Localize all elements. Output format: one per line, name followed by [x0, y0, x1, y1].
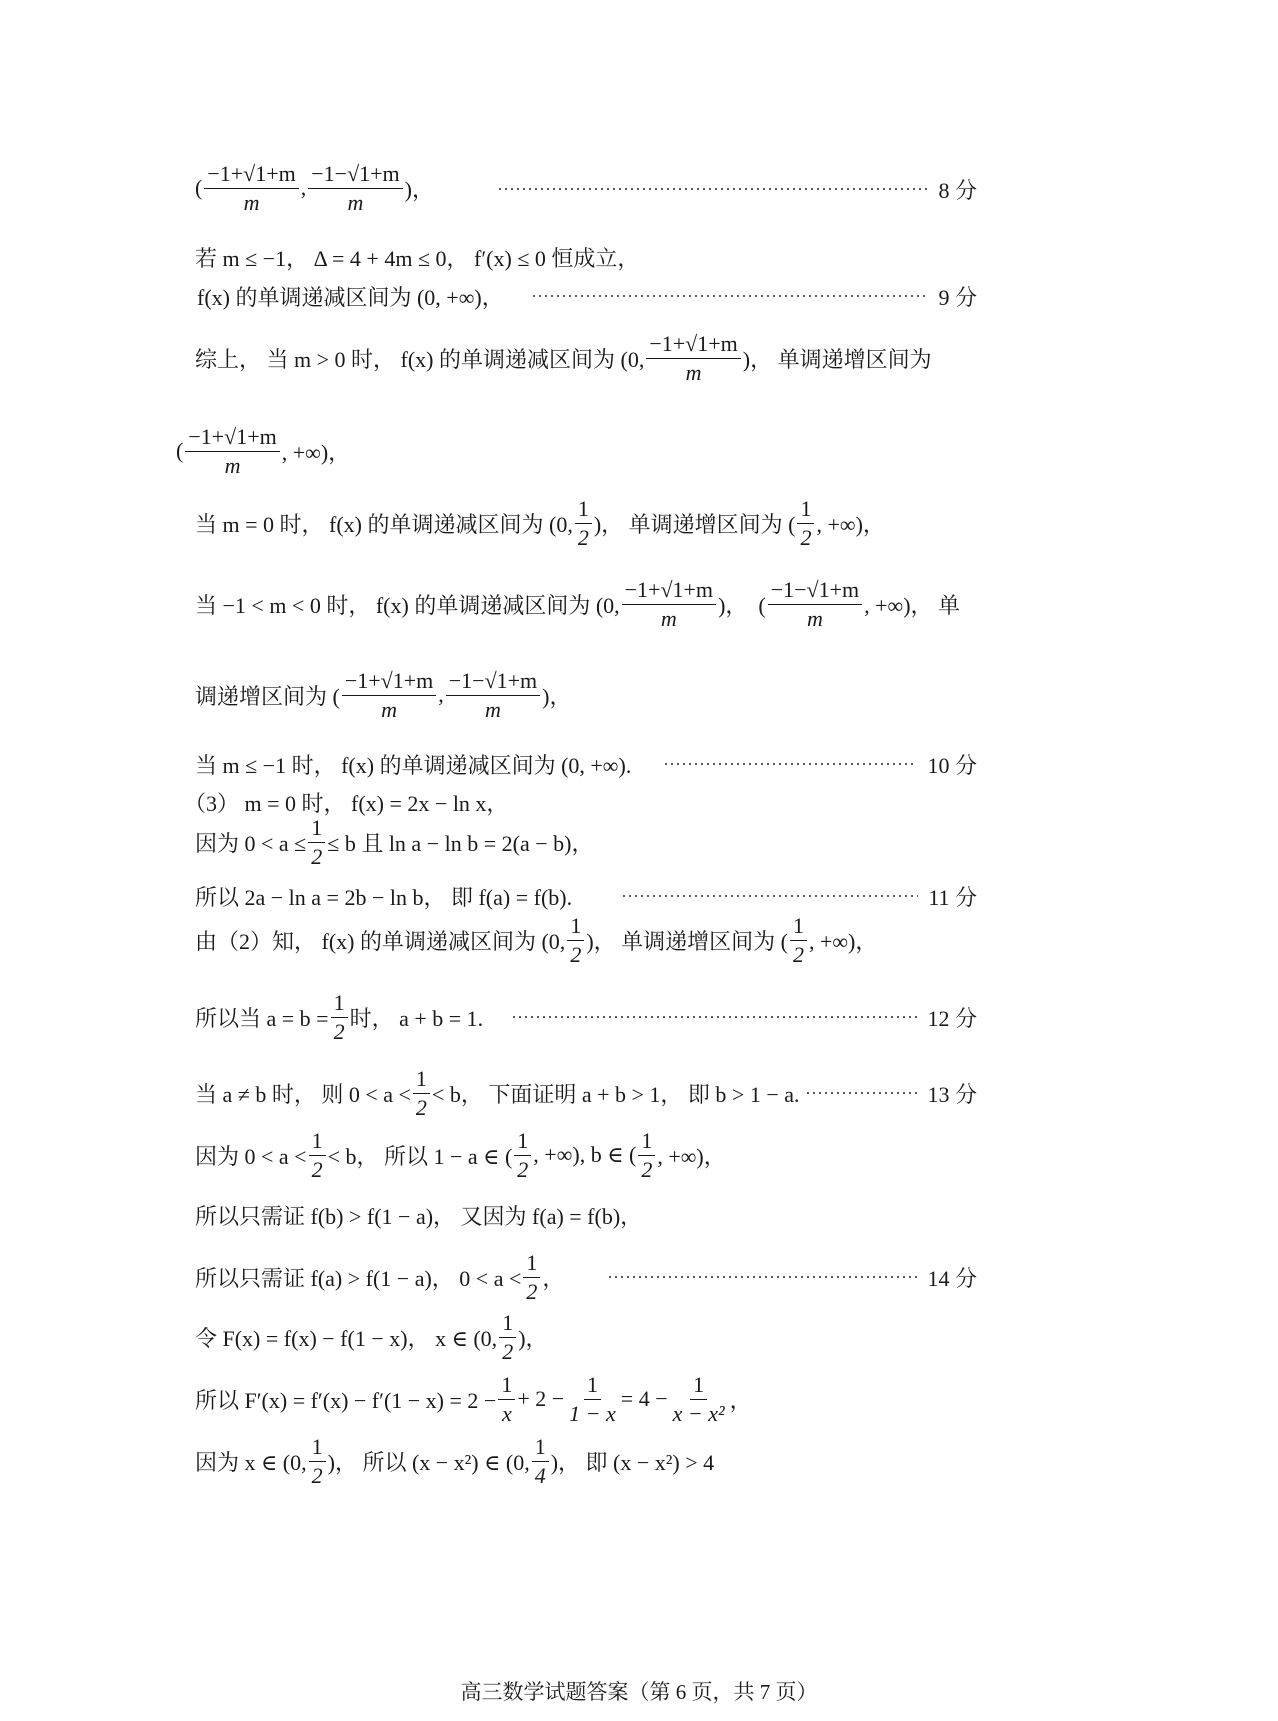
- dot-leader: [663, 763, 917, 765]
- text-run: 所以只需证 f(b) > f(1 − a)， 又因为 f(a) = f(b)，: [195, 1203, 643, 1229]
- fraction-denominator: 2: [526, 1278, 538, 1304]
- fraction-denominator: 2: [577, 524, 589, 550]
- dot-leader: [497, 188, 928, 190]
- text-run: )， (: [718, 592, 766, 618]
- score-label: 10 分: [927, 752, 977, 778]
- text-run: , +∞), b ∈ (: [533, 1142, 637, 1167]
- fraction-denominator: m: [485, 696, 501, 722]
- fraction: [185, 425, 279, 476]
- line-7: [195, 564, 960, 644]
- text-run: 综上， 当 m > 0 时， f(x) 的单调递减区间为 (0,: [195, 346, 645, 372]
- text-run: ≤ b 且 ln a − ln b = 2(a − b)，: [327, 830, 594, 856]
- text-run: < b， 下面证明 a + b > 1， 即 b > 1 − a.: [431, 1081, 800, 1107]
- fraction: [309, 1129, 326, 1180]
- score-marker-8: [497, 173, 977, 205]
- text-run: , +∞)，: [657, 1143, 726, 1169]
- text-run: )， 单调递增区间为: [742, 346, 932, 372]
- fraction: [622, 578, 716, 629]
- text-run: 因为 x ∈ (0,: [195, 1449, 307, 1475]
- fraction-denominator: 2: [792, 941, 804, 967]
- dot-leader: [621, 895, 918, 897]
- text-run: , +∞)， 单: [864, 592, 961, 618]
- text-run: f(x) 的单调递减区间为 (0, +∞)，: [197, 284, 504, 310]
- fraction-denominator: m: [243, 189, 260, 215]
- fraction: [567, 914, 584, 965]
- fraction-denominator: m: [381, 696, 397, 722]
- line-21: [195, 1421, 714, 1501]
- fraction-denominator: 2: [415, 1094, 427, 1120]
- fraction: [790, 914, 807, 965]
- fraction-denominator: 2: [333, 1018, 345, 1044]
- fraction: [499, 1311, 516, 1362]
- fraction-numerator: −1+√1+m: [622, 578, 716, 604]
- text-run: 时， a + b = 1.: [349, 1005, 484, 1031]
- line-5: [176, 411, 350, 491]
- fraction: [670, 1373, 728, 1424]
- dot-leader: [511, 1016, 917, 1018]
- fraction-denominator: m: [806, 605, 823, 631]
- text-run: (: [195, 175, 203, 200]
- text-run: < b， 所以 1 − a ∈ (: [327, 1143, 513, 1169]
- text-run: 当 m ≤ −1 时， f(x) 的单调递减区间为 (0, +∞).: [195, 752, 632, 778]
- fraction-numerator: 1: [790, 914, 807, 940]
- dot-leader: [531, 295, 928, 297]
- fraction-numerator: 1: [331, 991, 348, 1017]
- fraction-numerator: 1: [567, 914, 584, 940]
- text-run: 调递增区间为 (: [195, 683, 340, 709]
- text-run: ,: [300, 175, 307, 200]
- score-label: 8 分: [938, 177, 977, 203]
- fraction-denominator: 1 − x: [569, 1400, 616, 1426]
- line-4: [195, 318, 932, 398]
- fraction-numerator: 1: [690, 1373, 707, 1399]
- fraction: [523, 1251, 540, 1302]
- score-marker-11: [621, 880, 977, 912]
- fraction: [638, 1129, 655, 1180]
- fraction: [797, 497, 814, 548]
- fraction-numerator: 1: [514, 1129, 531, 1155]
- fraction-denominator: 4: [534, 1462, 546, 1488]
- score-label: 11 分: [928, 884, 977, 910]
- text-run: 当 m = 0 时， f(x) 的单调递减区间为 (0,: [195, 511, 573, 537]
- fraction-numerator: 1: [638, 1129, 655, 1155]
- fraction: [413, 1067, 430, 1118]
- fraction: [566, 1373, 619, 1424]
- score-marker-10: [663, 748, 977, 780]
- text-run: 若 m ≤ −1， Δ = 4 + 4m ≤ 0， f′(x) ≤ 0 恒成立，: [195, 245, 640, 271]
- text-run: 因为 0 < a <: [195, 1143, 307, 1169]
- text-run: = 4 −: [620, 1386, 668, 1411]
- text-run: )， 所以 (x − x²) ∈ (0,: [327, 1449, 530, 1475]
- text-run: + 2 −: [517, 1386, 565, 1411]
- line-14: [195, 977, 483, 1057]
- score-marker-13: [805, 1077, 977, 1109]
- text-run: 当 −1 < m < 0 时， f(x) 的单调递减区间为 (0,: [195, 592, 620, 618]
- text-run: ，: [729, 1387, 752, 1413]
- fraction-numerator: −1+√1+m: [646, 332, 740, 358]
- text-run: 所以 2a − ln a = 2b − ln b， 即 f(a) = f(b).: [195, 884, 573, 910]
- fraction: [331, 991, 348, 1042]
- text-run: )， 单调递增区间为 (: [586, 928, 788, 954]
- fraction-denominator: x: [501, 1400, 512, 1426]
- line-13: [195, 900, 877, 980]
- fraction-denominator: m: [347, 189, 364, 215]
- fraction-numerator: 1: [498, 1373, 515, 1399]
- fraction-numerator: −1−√1+m: [446, 669, 540, 695]
- text-run: 所以只需证 f(a) > f(1 − a)， 0 < a <: [195, 1265, 522, 1291]
- fraction-denominator: 2: [641, 1156, 653, 1182]
- fraction-numerator: 1: [499, 1311, 516, 1337]
- fraction-denominator: 2: [502, 1338, 514, 1364]
- fraction: [498, 1373, 515, 1424]
- text-run: )，: [404, 176, 434, 202]
- fraction-numerator: −1+√1+m: [204, 162, 298, 188]
- fraction-numerator: 1: [532, 1435, 549, 1461]
- dot-leader: [805, 1092, 917, 1094]
- fraction: [514, 1129, 531, 1180]
- text-run: 令 F(x) = f(x) − f(1 − x)， x ∈ (0,: [195, 1325, 498, 1351]
- fraction: [646, 332, 740, 383]
- score-marker-14: [607, 1261, 977, 1293]
- fraction-denominator: 2: [311, 1156, 323, 1182]
- fraction-numerator: −1+√1+m: [185, 425, 279, 451]
- fraction-numerator: 1: [523, 1251, 540, 1277]
- score-marker-9: [531, 280, 977, 312]
- text-run: , +∞)，: [816, 511, 885, 537]
- text-run: 由（2）知， f(x) 的单调递减区间为 (0,: [195, 928, 566, 954]
- text-run: 因为 0 < a ≤: [195, 830, 307, 856]
- text-run: )，: [518, 1325, 548, 1351]
- fraction-numerator: 1: [413, 1067, 430, 1093]
- text-run: , +∞)，: [281, 439, 351, 465]
- fraction: [204, 162, 298, 213]
- text-run: (: [176, 438, 184, 463]
- fraction: [575, 497, 592, 548]
- score-label: 12 分: [927, 1005, 977, 1031]
- score-label: 9 分: [938, 284, 977, 310]
- fraction-denominator: m: [685, 359, 702, 385]
- score-label: 13 分: [927, 1081, 977, 1107]
- text-run: 所以当 a = b =: [195, 1005, 329, 1031]
- fraction: [768, 578, 862, 629]
- text-run: ,: [438, 682, 444, 707]
- fraction-denominator: 2: [311, 843, 323, 869]
- fraction-numerator: 1: [584, 1373, 601, 1399]
- fraction-denominator: 2: [570, 941, 582, 967]
- fraction: [446, 669, 540, 720]
- fraction-denominator: 2: [517, 1156, 529, 1182]
- score-marker-12: [511, 1001, 977, 1033]
- fraction-numerator: 1: [309, 1435, 326, 1461]
- fraction-numerator: −1+√1+m: [342, 669, 436, 695]
- fraction-numerator: −1−√1+m: [308, 162, 402, 188]
- line-1: [195, 148, 434, 228]
- fraction: [308, 162, 402, 213]
- text-run: )， 单调递增区间为 (: [593, 511, 796, 537]
- text-run: 所以 F′(x) = f′(x) − f′(1 − x) = 2 −: [195, 1387, 497, 1413]
- text-run: （3） m = 0 时， f(x) = 2x − ln x，: [184, 790, 509, 816]
- text-run: 当 a ≠ b 时， 则 0 < a <: [195, 1081, 411, 1107]
- fraction-numerator: 1: [309, 1129, 326, 1155]
- text-run: , +∞)，: [808, 928, 878, 954]
- line-8: [195, 655, 572, 735]
- fraction: [532, 1435, 549, 1486]
- fraction-denominator: m: [660, 605, 677, 631]
- fraction-denominator: m: [224, 452, 241, 478]
- line-6: [195, 483, 885, 563]
- fraction-numerator: 1: [797, 497, 814, 523]
- fraction: [342, 669, 436, 720]
- page-footer: 高三数学试题答案（第 6 页，共 7 页）: [460, 1680, 818, 1704]
- score-label: 14 分: [927, 1265, 977, 1291]
- text-run: )，: [542, 683, 572, 709]
- text-run: ，: [542, 1265, 565, 1291]
- fraction-numerator: 1: [575, 497, 592, 523]
- dot-leader: [607, 1276, 917, 1278]
- fraction: [309, 1435, 326, 1486]
- fraction-denominator: 2: [311, 1462, 323, 1488]
- text-run: )， 即 (x − x²) > 4: [550, 1449, 715, 1475]
- fraction-denominator: x − x²: [672, 1400, 725, 1426]
- fraction-numerator: −1−√1+m: [768, 578, 862, 604]
- fraction-numerator: 1: [308, 816, 325, 842]
- fraction-denominator: 2: [800, 524, 812, 550]
